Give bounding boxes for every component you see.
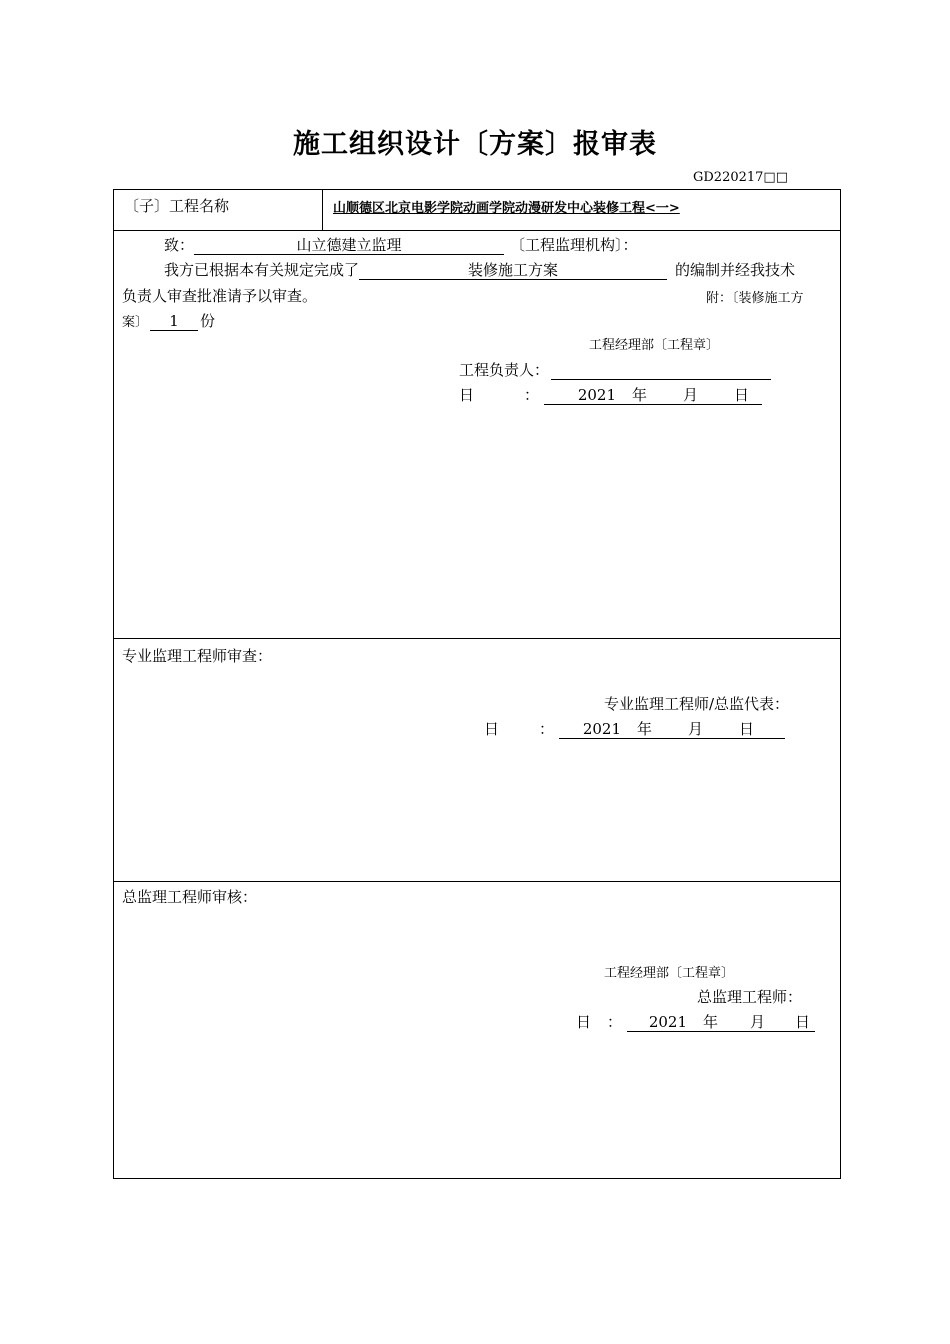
review-year-value: 2021 [582,720,621,738]
copies-line [122,310,215,331]
row-divider-project [113,230,841,231]
date-colon: ： [524,386,540,404]
review-date-label: 日 [484,720,500,738]
submission-approval-text: 负责人审查批准请予以审查。 [122,287,318,305]
review-day-unit: 日 [739,720,755,738]
form-title: 施工组织设计〔方案〕报审表 [293,129,657,160]
submission-date-line [459,384,762,405]
month-unit: 月 [683,386,699,404]
review-date-field[interactable] [559,720,785,739]
approval-date-field[interactable] [627,1013,815,1032]
submission-date-field[interactable] [544,386,762,405]
to-suffix: 〔工程监理机构〕： [510,236,638,254]
review-date-line [484,718,785,739]
copies-field[interactable]: 1 [150,312,198,331]
approval-day-unit: 日 [795,1013,811,1031]
year-value: 2021 [577,386,616,404]
approval-year-value: 2021 [648,1013,687,1031]
year-unit: 年 [632,386,648,404]
review-date-colon: ： [539,720,555,738]
project-manager-label: 工程负责人： [459,361,550,379]
row-divider-review [113,638,841,639]
project-manager-line [459,359,771,380]
review-signer-label: 专业监理工程师/总监代表： [604,695,790,713]
approval-date-colon: ： [607,1013,623,1031]
project-name: 山顺德区北京电影学院动画学院动漫研发中心装修工程<一> [333,201,680,216]
approval-date-label: 日 [576,1013,592,1031]
approval-signer-label: 总监理工程师： [697,988,803,1006]
row-divider-approval [113,881,841,882]
completed-prefix: 我方已根据本有关规定完成了 [164,261,360,279]
submission-to-line [164,234,638,255]
completed-suffix: 的编制并经我技术 [675,261,796,279]
review-heading: 专业监理工程师审查： [122,647,273,665]
attachment-text: 附：〔装修施工方 [706,291,804,306]
submission-completed-line [164,259,795,280]
approval-stamp-label: 工程经理部〔工程章〕 [604,966,735,981]
approval-year-unit: 年 [703,1013,719,1031]
copies-prefix: 案〕 [122,315,149,330]
project-manager-signature-field[interactable] [551,361,771,380]
project-label: 〔子〕工程名称 [124,197,230,215]
date-label: 日 [459,386,475,404]
day-unit: 日 [734,386,750,404]
to-prefix: 致： [164,236,195,254]
form-code: GD220217□□ [693,170,788,185]
supervisor-org-field[interactable]: 山立德建立监理 [194,236,504,255]
contractor-stamp-label: 工程经理部〔工程章〕 [589,338,720,353]
plan-name-field[interactable]: 装修施工方案 [359,261,667,280]
approval-heading: 总监理工程师审核： [122,888,258,906]
review-year-unit: 年 [637,720,653,738]
approval-date-line [576,1011,815,1032]
approval-month-unit: 月 [750,1013,766,1031]
col-divider-project [322,189,323,230]
review-month-unit: 月 [688,720,704,738]
copies-unit: 份 [200,312,216,330]
